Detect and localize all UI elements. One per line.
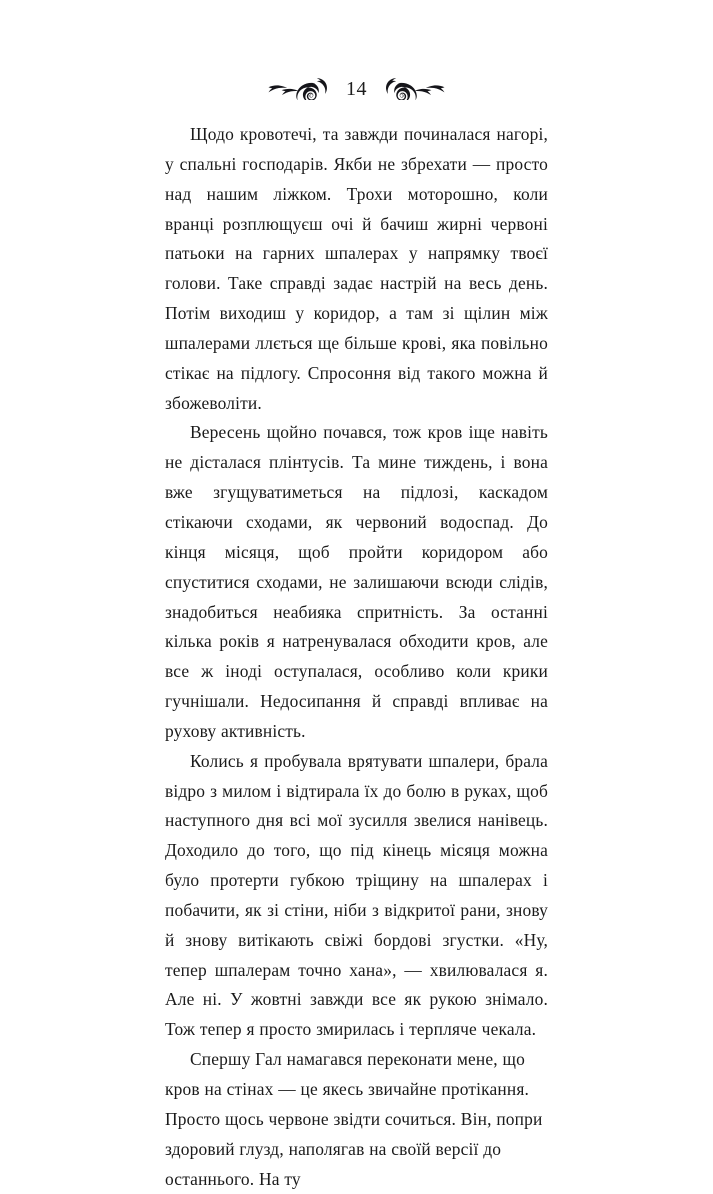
paragraph: Вересень щойно почався, тож кров іще навіть не дісталася плінтусів. Та мине тиждень, і вона вже згущуватиметься на підлозі, каскадом стікаючи сходами, як червоний водоспад. До кінця місяця, щоб пройти коридором або спуститися сходами, не залишаючи всюди слідів, знадобиться неабияка спритність. За останні кілька років я натренувалася обходити кров, але все ж іноді оступалася, особливо коли крики гучнішали. Недосипання й справді впливає на рухову активність. <box>165 422 548 741</box>
flourish-ornament-left-icon <box>267 78 329 100</box>
flourish-ornament-right-icon <box>384 78 446 100</box>
paragraph: Колись я пробувала врятувати шпалери, брала відро з милом і відтирала їх до болю в руках, щоб наступного дня всі мої зусилля звелися нанівець. Доходило до того, що під кінець місяця можна було протерти губкою тріщину на шпалерах і побачити, як зі стіни, ніби з відкритої рани, знову й знову витікають свіжі бордові згустки. «Ну, тепер шпалерам точно хана», — хвилювалася я. Але ні. У жовтні завжди все як рукою знімало. Тож тепер я просто змирилась і терпляче чекала. <box>165 750 548 1040</box>
body-text <box>165 120 548 1194</box>
running-head <box>0 72 713 106</box>
paragraph: Спершу Гал намагався переконати мене, що кров на стінах — це якесь звичайне протікання. Просто щось червоне звідти сочиться. Він, попри здоровий глузд, наполягав на своїй версії до останнього. На ту <box>165 1049 543 1189</box>
paragraph: Щодо кровотечі, та завжди починалася нагорі, у спальні господарів. Якби не збрехати — просто над нашим ліжком. Трохи моторошно, коли вранці розплющуєш очі й бачиш жирні червоні патьоки на гарних шпалерах у напрямку твоєї голови. Таке справді задає настрій на весь день. Потім виходиш у коридор, а там зі щілин між шпалерами ллється ще більше крові, яка повільно стікає на підлогу. Спросоння від такого можна й збожеволіти. <box>165 124 548 413</box>
page-number: 14 <box>346 77 367 100</box>
